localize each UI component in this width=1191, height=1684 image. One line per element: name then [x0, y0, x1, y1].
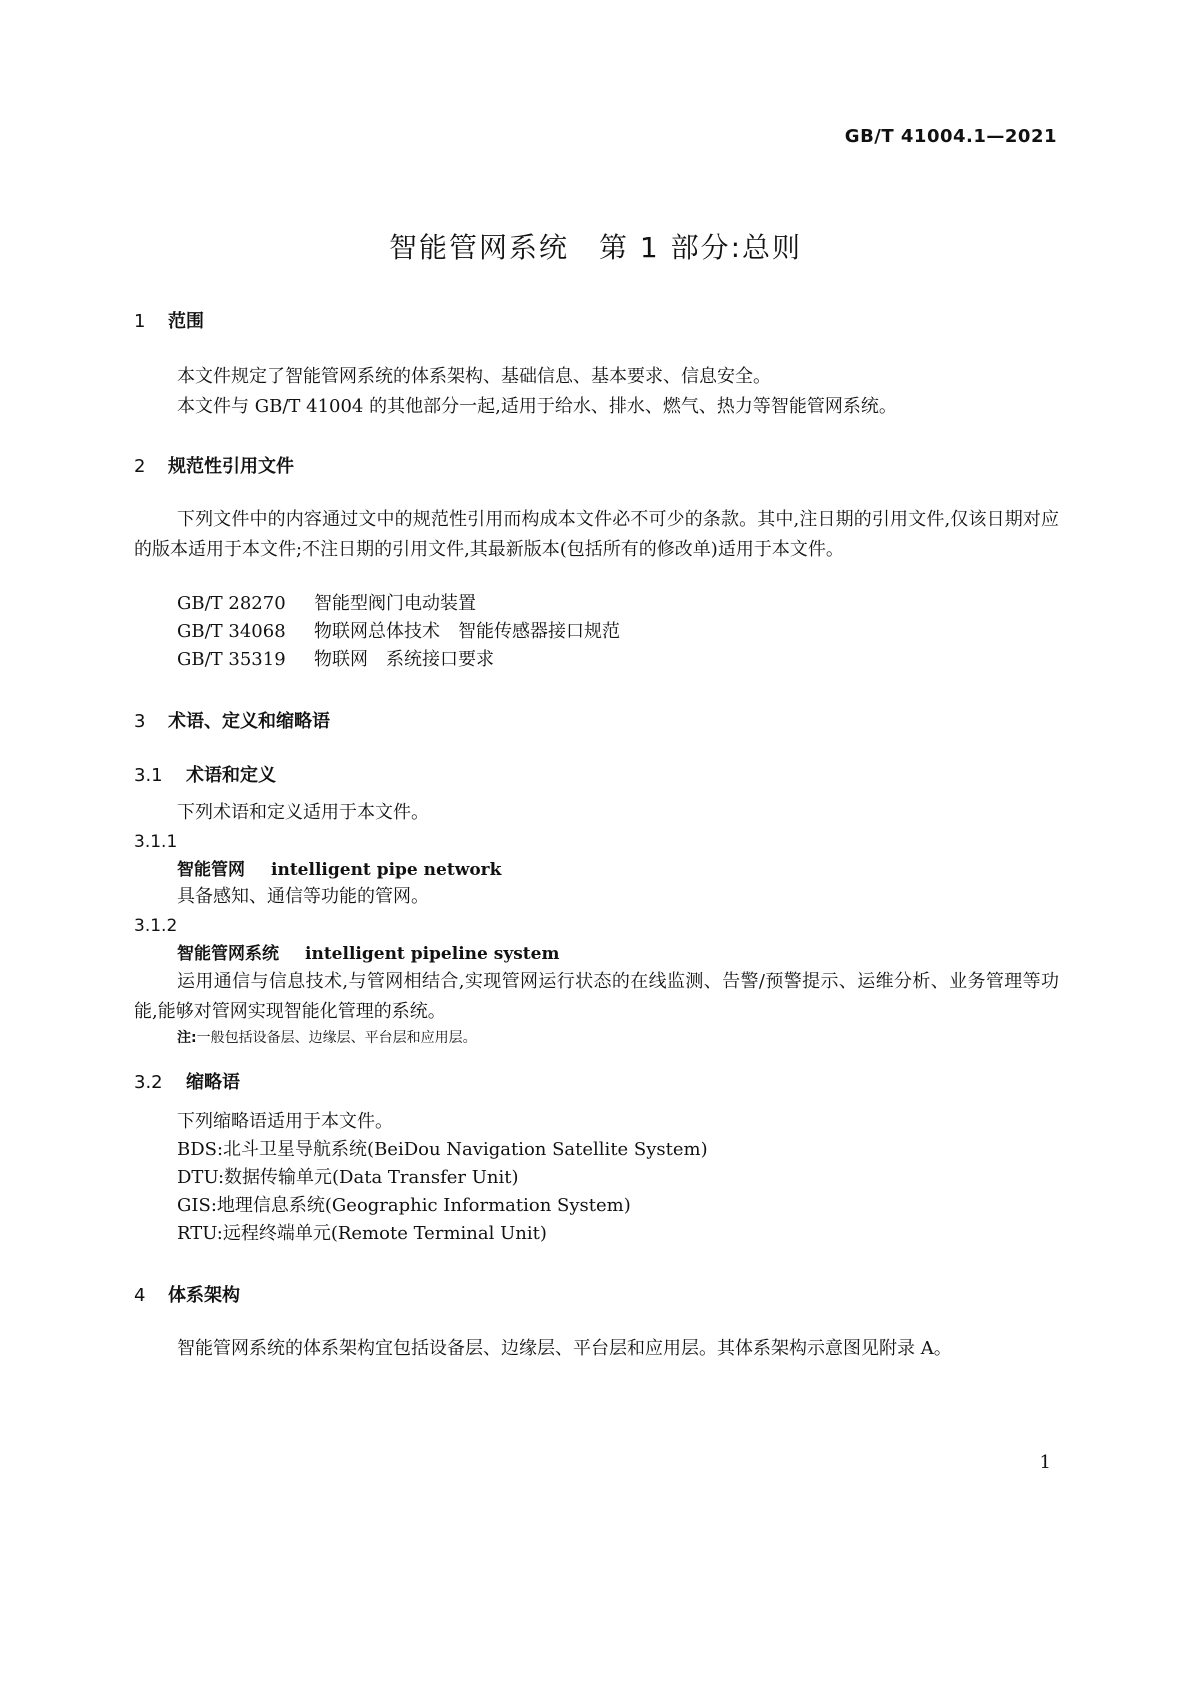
standard-number: GB/T 41004.1—2021	[844, 126, 1057, 147]
term-name	[134, 856, 1102, 884]
reference-code: GB/T 34068	[177, 621, 286, 642]
section-1-heading	[134, 307, 1059, 333]
section-4-paragraph: 智能管网系统的体系架构宜包括设备层、边缘层、平台层和应用层。其体系架构示意图见附录 A。	[177, 1338, 952, 1359]
section-2-intro: 下列文件中的内容通过文中的规范性引用而构成本文件必不可少的条款。其中,注日期的引用文件,仅该日期对应的版本适用于本文件;不注日期的引用文件,其最新版本(包括所有的修改单)适用于本文件。	[134, 509, 1059, 560]
subsection-number: 3.2	[134, 1072, 163, 1093]
term-name	[134, 940, 1102, 968]
document-title: 智能管网系统 第 1 部分:总则	[388, 231, 803, 264]
reference-title: 智能型阀门电动装置	[314, 593, 476, 614]
term-definition: 具备感知、通信等功能的管网。	[177, 886, 429, 907]
term-number: 3.1.1	[134, 832, 178, 852]
section-title: 范围	[168, 311, 204, 332]
reference-title: 物联网 系统接口要求	[314, 649, 494, 670]
subsection-title: 术语和定义	[186, 765, 276, 786]
section-4-heading	[134, 1281, 1059, 1307]
section-number: 1	[134, 311, 146, 332]
term-definition: 运用通信与信息技术,与管网相结合,实现管网运行状态的在线监测、告警/预警提示、运维分析、业务管理等功能,能够对管网实现智能化管理的系统。	[134, 971, 1059, 1022]
abbreviation-item: GIS:地理信息系统(Geographic Information System)	[177, 1195, 631, 1216]
reference-title: 物联网总体技术 智能传感器接口规范	[314, 621, 620, 642]
section-title: 体系架构	[168, 1285, 240, 1306]
reference-code: GB/T 28270	[177, 593, 286, 614]
section-1-paragraph-1: 本文件规定了智能管网系统的体系架构、基础信息、基本要求、信息安全。	[177, 366, 771, 387]
subsection-3-1-intro: 下列术语和定义适用于本文件。	[177, 802, 429, 823]
subsection-3-1-heading	[134, 761, 1059, 787]
term-english: intelligent pipeline system	[305, 944, 560, 964]
section-number: 2	[134, 456, 146, 477]
note-text: 一般包括设备层、边缘层、平台层和应用层。	[196, 1030, 477, 1046]
term-english: intelligent pipe network	[271, 860, 502, 880]
reference-item	[134, 645, 1102, 675]
abbreviation-item: BDS:北斗卫星导航系统(BeiDou Navigation Satellite System)	[177, 1139, 708, 1160]
abbreviation-item: DTU:数据传输单元(Data Transfer Unit)	[177, 1167, 519, 1188]
section-title: 规范性引用文件	[168, 456, 294, 477]
reference-code: GB/T 35319	[177, 649, 286, 670]
section-title: 术语、定义和缩略语	[168, 711, 330, 732]
section-2-heading	[134, 452, 1059, 478]
section-1-paragraph-2: 本文件与 GB/T 41004 的其他部分一起,适用于给水、排水、燃气、热力等智能管网系统。	[177, 396, 897, 417]
section-number: 4	[134, 1285, 146, 1306]
subsection-title: 缩略语	[186, 1072, 240, 1093]
page-number: 1	[1039, 1452, 1051, 1473]
reference-item	[134, 617, 1102, 647]
term-chinese: 智能管网系统	[177, 944, 279, 964]
term-chinese: 智能管网	[177, 860, 245, 880]
section-3-heading	[134, 707, 1059, 733]
subsection-3-2-intro: 下列缩略语适用于本文件。	[177, 1111, 393, 1132]
abbreviation-item: RTU:远程终端单元(Remote Terminal Unit)	[177, 1223, 547, 1244]
subsection-3-2-heading	[134, 1068, 1059, 1094]
note-label: 注:	[177, 1030, 197, 1046]
term-note	[134, 1026, 1102, 1050]
reference-item	[134, 589, 1102, 619]
subsection-number: 3.1	[134, 765, 163, 786]
section-number: 3	[134, 711, 146, 732]
term-number: 3.1.2	[134, 916, 178, 936]
